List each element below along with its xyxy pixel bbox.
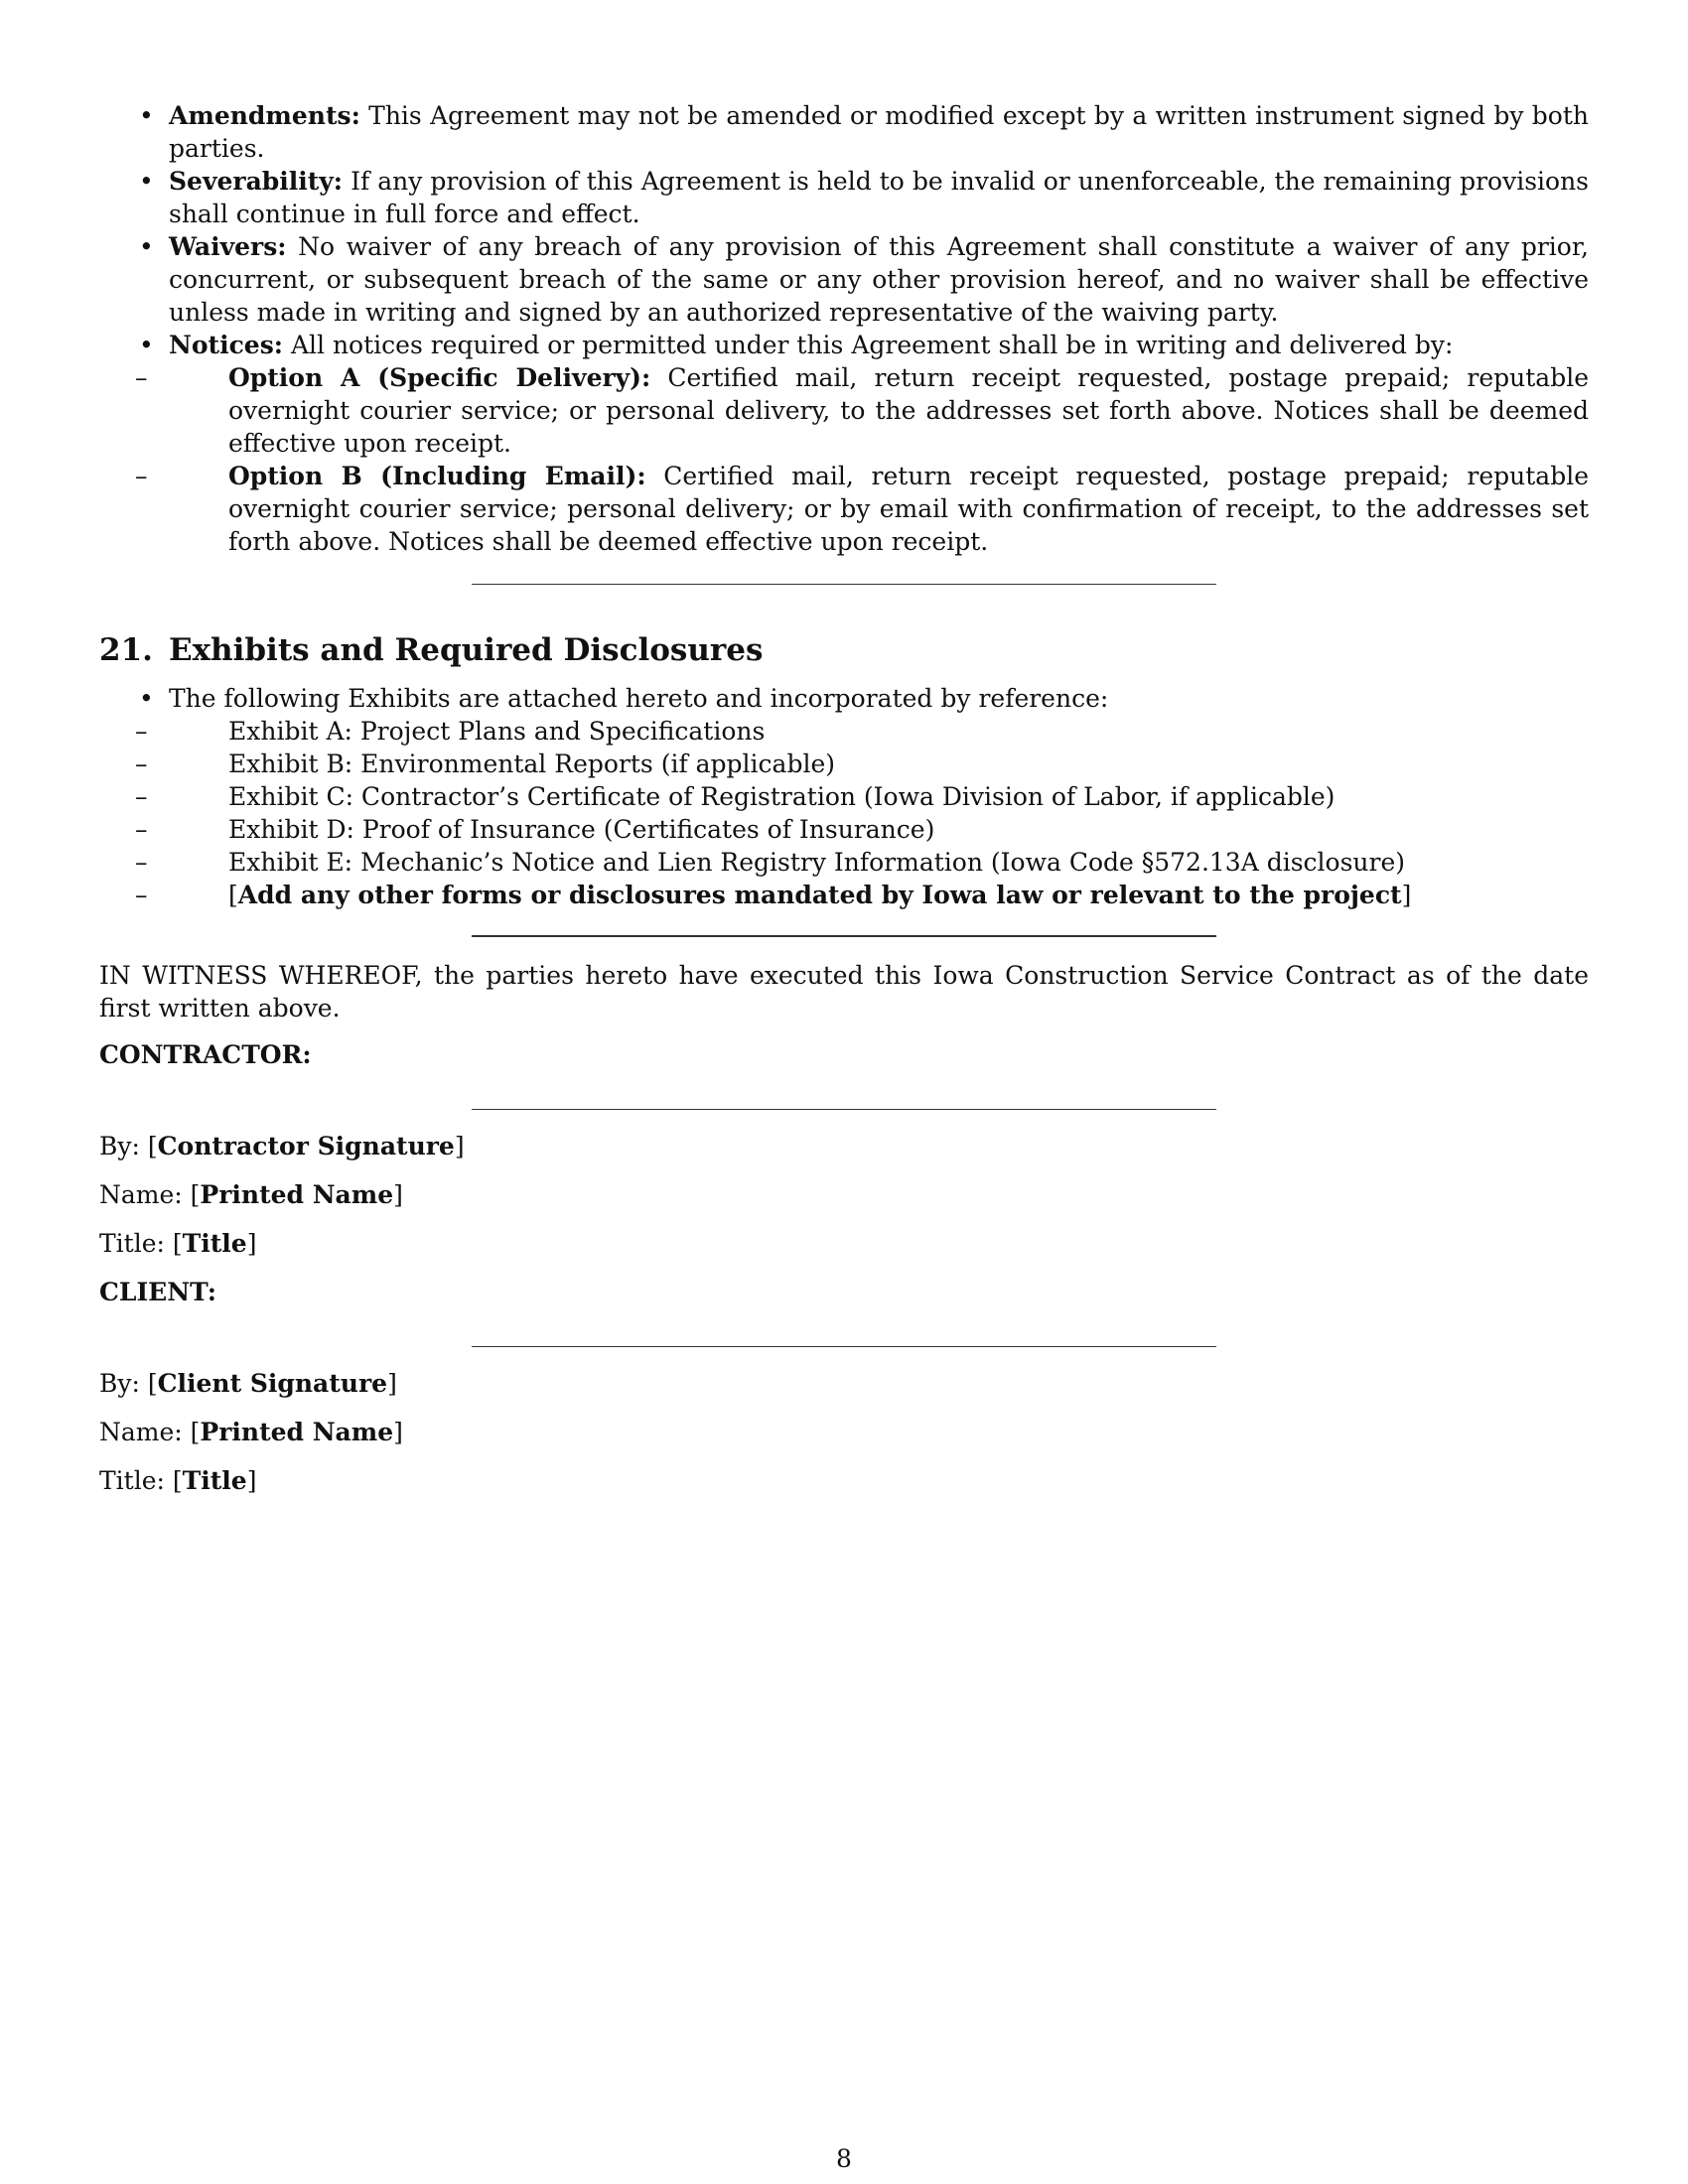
amendments-item bbox=[99, 99, 1589, 165]
waivers-text: No waiver of any breach of any provision of this Agreement shall constitute a waiver of any prior, concurrent, or subsequent breach of the same or any other provision hereof, and no waiver shall be effective unless made in writing and signed by an authorized representative of the waiving party. bbox=[169, 232, 1589, 327]
exhibits-intro: The following Exhibits are attached hereto and incorporated by reference: bbox=[169, 684, 1109, 713]
exhibit-item: – [Add any other forms or disclosures mandated by Iowa law or relevant to the project] bbox=[99, 879, 1589, 911]
waivers-item bbox=[99, 230, 1589, 329]
notices-text: All notices required or permitted under this Agreement shall be in writing and delivered by: bbox=[290, 331, 1454, 359]
option-b-label: Option B (Including Email): bbox=[228, 462, 646, 490]
page-number: 8 bbox=[836, 2144, 852, 2173]
client-title-line: Title: [Title] bbox=[99, 1466, 257, 1495]
contractor-by-value: Contractor Signature bbox=[157, 1132, 455, 1160]
section-21-title: Exhibits and Required Disclosures bbox=[168, 632, 764, 668]
option-b-text: Certified mail, return receipt requested, postage prepaid; reputable overnight courier service; personal delivery; or by email with confirmation of receipt, to the addresses set forth above. Notices shall be deemed effective upon receipt. bbox=[228, 462, 1590, 556]
option-a-label: Option A (Specific Delivery): bbox=[228, 363, 651, 392]
section-21-number: 21. bbox=[99, 632, 153, 668]
client-signature-line bbox=[472, 1346, 1216, 1347]
contractor-name-label: Name: bbox=[99, 1180, 183, 1209]
client-title-label: Title: bbox=[99, 1466, 165, 1495]
exhibit-item bbox=[99, 780, 1589, 813]
section-divider bbox=[472, 935, 1216, 937]
witness-clause: IN WITNESS WHEREOF, the parties hereto have executed this Iowa Construction Service Contract as of the date first written above. bbox=[99, 961, 1589, 1023]
option-a-text: Certified mail, return receipt requested, postage prepaid; reputable overnight courier service; or personal delivery, to the addresses set forth above. Notices shall be deemed effective upon receipt. bbox=[228, 363, 1589, 458]
client-name-label: Name: bbox=[99, 1418, 183, 1446]
client-heading: CLIENT: bbox=[99, 1278, 217, 1306]
contractor-title-line: Title: [Title] bbox=[99, 1229, 257, 1258]
notice-option-a bbox=[99, 361, 1589, 460]
document-page bbox=[99, 99, 1589, 1497]
exhibit-items bbox=[99, 715, 1589, 911]
client-by-value: Client Signature bbox=[157, 1369, 388, 1398]
exhibit-item bbox=[99, 715, 1589, 748]
severability-item bbox=[99, 165, 1589, 230]
contractor-by-line: By: [Contractor Signature] bbox=[99, 1132, 465, 1160]
severability-label: Severability: bbox=[169, 167, 344, 196]
notices-options-list bbox=[99, 361, 1589, 558]
contractor-by-label: By: bbox=[99, 1132, 140, 1160]
contractor-title-label: Title: bbox=[99, 1229, 165, 1258]
severability-text: If any provision of this Agreement is held to be invalid or unenforceable, the remaining provisions shall continue in full force and effect. bbox=[169, 167, 1590, 228]
exhibit-placeholder: Add any other forms or disclosures mandated by Iowa law or relevant to the project bbox=[237, 881, 1402, 909]
amendments-text: This Agreement may not be amended or modified except by a written instrument signed by both parties. bbox=[169, 101, 1589, 163]
client-name-value: Printed Name bbox=[200, 1418, 394, 1446]
exhibit-d: Exhibit D: Proof of Insurance (Certificates of Insurance) bbox=[228, 815, 935, 844]
contractor-name-line: Name: [Printed Name] bbox=[99, 1180, 403, 1209]
section-divider bbox=[472, 584, 1216, 585]
amendments-label: Amendments: bbox=[169, 101, 360, 130]
exhibits-intro-item bbox=[99, 682, 1589, 911]
notice-option-b bbox=[99, 460, 1589, 558]
exhibit-a: Exhibit A: Project Plans and Specifications bbox=[228, 717, 766, 746]
miscellaneous-list bbox=[99, 99, 1589, 558]
exhibits-list bbox=[99, 682, 1589, 911]
contractor-heading: CONTRACTOR: bbox=[99, 1040, 312, 1069]
exhibit-item bbox=[99, 846, 1589, 879]
client-name-line: Name: [Printed Name] bbox=[99, 1418, 403, 1446]
waivers-label: Waivers: bbox=[169, 232, 287, 261]
exhibit-e: Exhibit E: Mechanic’s Notice and Lien Registry Information (Iowa Code §572.13A disclosure) bbox=[228, 848, 1406, 877]
client-by-label: By: bbox=[99, 1369, 140, 1398]
contractor-signature-line bbox=[472, 1109, 1216, 1110]
contractor-name-value: Printed Name bbox=[200, 1180, 394, 1209]
exhibit-c: Exhibit C: Contractor’s Certificate of Registration (Iowa Division of Labor, if applicable) bbox=[228, 782, 1336, 811]
exhibit-b: Exhibit B: Environmental Reports (if applicable) bbox=[228, 750, 835, 778]
notices-label: Notices: bbox=[169, 331, 284, 359]
contractor-title-value: Title bbox=[182, 1229, 247, 1258]
client-title-value: Title bbox=[182, 1466, 247, 1495]
exhibit-item bbox=[99, 813, 1589, 846]
section-21-heading bbox=[99, 630, 1589, 670]
notices-item bbox=[99, 329, 1589, 558]
client-by-line: By: [Client Signature] bbox=[99, 1369, 397, 1398]
exhibit-item bbox=[99, 748, 1589, 780]
